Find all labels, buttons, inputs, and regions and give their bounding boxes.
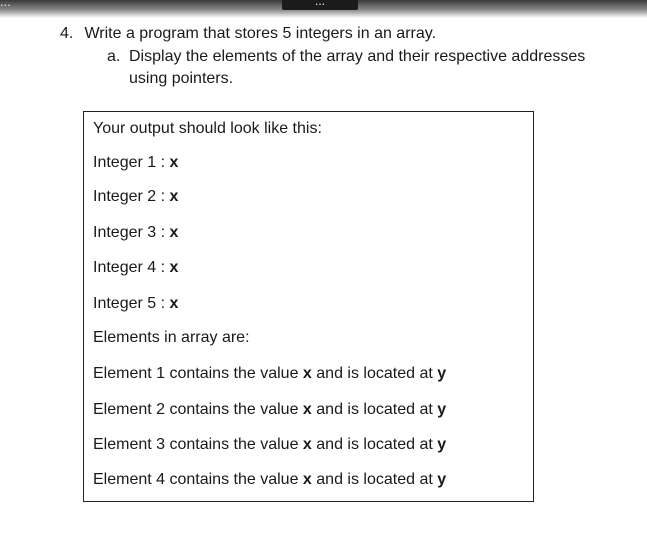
integer-line-1 — [93, 153, 178, 173]
element-prefix: Element 4 contains the value — [93, 471, 299, 488]
integer-label: Integer 5 : — [93, 295, 166, 312]
integer-value: x — [169, 154, 179, 171]
integer-label: Integer 3 : — [93, 224, 166, 241]
question-4 — [60, 23, 436, 45]
question-text: Write a program that stores 5 integers in an array. — [84, 25, 437, 42]
integer-line-2 — [93, 187, 178, 207]
element-address: y — [437, 471, 447, 488]
element-line-1 — [93, 364, 446, 384]
integer-label: Integer 4 : — [93, 259, 166, 276]
element-prefix: Element 3 contains the value — [93, 436, 299, 453]
integer-line-3 — [93, 223, 178, 243]
element-line-4 — [93, 470, 446, 490]
integer-label: Integer 2 : — [93, 188, 166, 205]
element-address: y — [437, 436, 447, 453]
element-prefix: Element 1 contains the value — [93, 365, 299, 382]
integer-value: x — [169, 295, 179, 312]
integer-line-4 — [93, 258, 178, 278]
integer-value: x — [169, 188, 179, 205]
integer-value: x — [169, 224, 179, 241]
subpart-text-line-1: Display the elements of the array and their respective addresses — [129, 48, 586, 65]
element-prefix: Element 2 contains the value — [93, 401, 299, 418]
sample-output-box — [83, 111, 534, 502]
subpart-a — [107, 46, 647, 90]
element-middle: and is located at — [316, 401, 433, 418]
element-line-2 — [93, 400, 446, 420]
element-value: x — [302, 471, 312, 488]
subpart-text-line-2: using pointers. — [129, 70, 234, 87]
top-center-button[interactable]: ... — [282, 0, 358, 10]
element-value: x — [302, 365, 312, 382]
subpart-letter: a. — [107, 48, 121, 65]
element-middle: and is located at — [316, 436, 433, 453]
element-value: x — [302, 436, 312, 453]
element-address: y — [437, 365, 447, 382]
top-left-label: ... — [0, 0, 11, 9]
question-number: 4. — [60, 25, 74, 42]
integer-value: x — [169, 259, 179, 276]
integer-label: Integer 1 : — [93, 154, 166, 171]
element-address: y — [437, 401, 447, 418]
elements-heading: Elements in array are: — [93, 329, 250, 346]
element-line-3 — [93, 435, 446, 455]
integer-line-5 — [93, 294, 178, 314]
top-toolbar-strip — [0, 0, 647, 18]
element-middle: and is located at — [316, 471, 433, 488]
element-value: x — [302, 401, 312, 418]
element-middle: and is located at — [316, 365, 433, 382]
output-heading: Your output should look like this: — [93, 120, 322, 137]
